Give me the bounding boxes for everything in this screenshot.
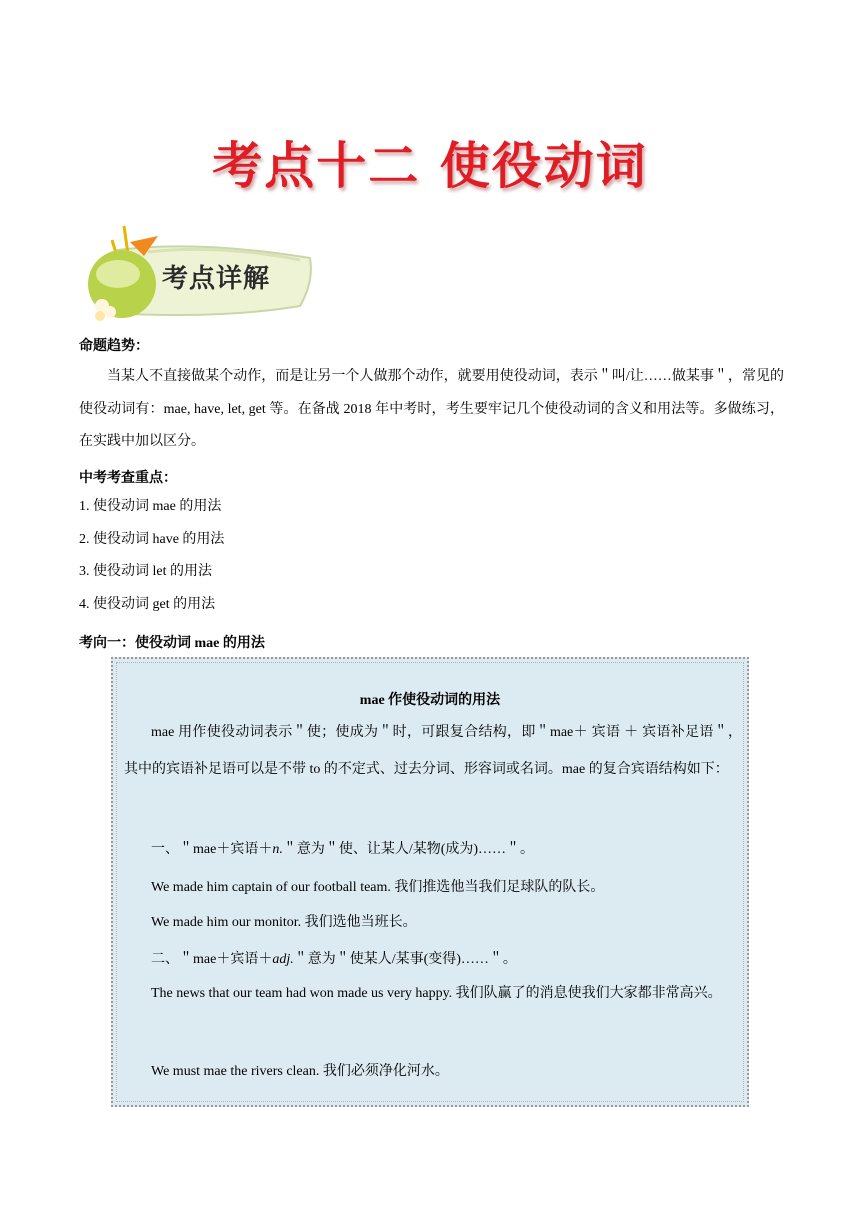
focus-item: 1. 使役动词 mae 的用法 — [79, 499, 222, 514]
rule-two: 二、＂mae＋宾语＋adj.＂意为＂使某人/某事(变得)……＂。 — [151, 952, 517, 967]
section-banner — [78, 222, 314, 322]
focus-item: 3. 使役动词 let 的用法 — [79, 564, 212, 579]
trend-heading: 命题趋势： — [79, 339, 149, 354]
focus-item: 4. 使役动词 get 的用法 — [79, 597, 216, 612]
box-intro: mae 用作使役动词表示＂使；使成为＂时，可跟复合结构，即＂mae＋ 宾语 ＋ 宾语补足语＂，其中的宾语补足语可以是不带 to 的不定式、过去分词、形容词或名词。mae 的复合宾语结构如下： — [124, 725, 742, 777]
document-title: 考点十二 使役动词 — [212, 137, 648, 195]
example-sentence: The news that our team had won made us very happy. 我们队赢了的消息使我们大家都非常高兴。 — [151, 986, 722, 1001]
direction-heading: 考向一：使役动词 mae 的用法 — [79, 636, 265, 651]
box-title: mae 作使役动词的用法 — [359, 693, 501, 708]
intro-paragraph: 当某人不直接做某个动作，而是让另一个人做那个动作，就要用使役动词，表示＂叫/让……做某事＂，常见的使役动词有：mae, have, let, get 等。在备战 2018 年中考时，考生要牢记几个使役动词的含义和用法等。多做练习，在实践中加以区分。 — [79, 369, 784, 450]
focus-item: 2. 使役动词 have 的用法 — [79, 532, 225, 547]
focus-heading: 中考考查重点： — [79, 471, 177, 486]
example-sentence: We made him captain of our football team. 我们推选他当我们足球队的队长。 — [151, 880, 605, 895]
example-sentence: We made him our monitor. 我们选他当班长。 — [151, 915, 417, 930]
example-sentence: We must mae the rivers clean. 我们必须净化河水。 — [151, 1064, 449, 1079]
banner-label: 考点详解 — [162, 264, 271, 294]
rule-one: 一、＂mae＋宾语＋n.＂意为＂使、让某人/某物(成为)……＂。 — [151, 842, 535, 857]
